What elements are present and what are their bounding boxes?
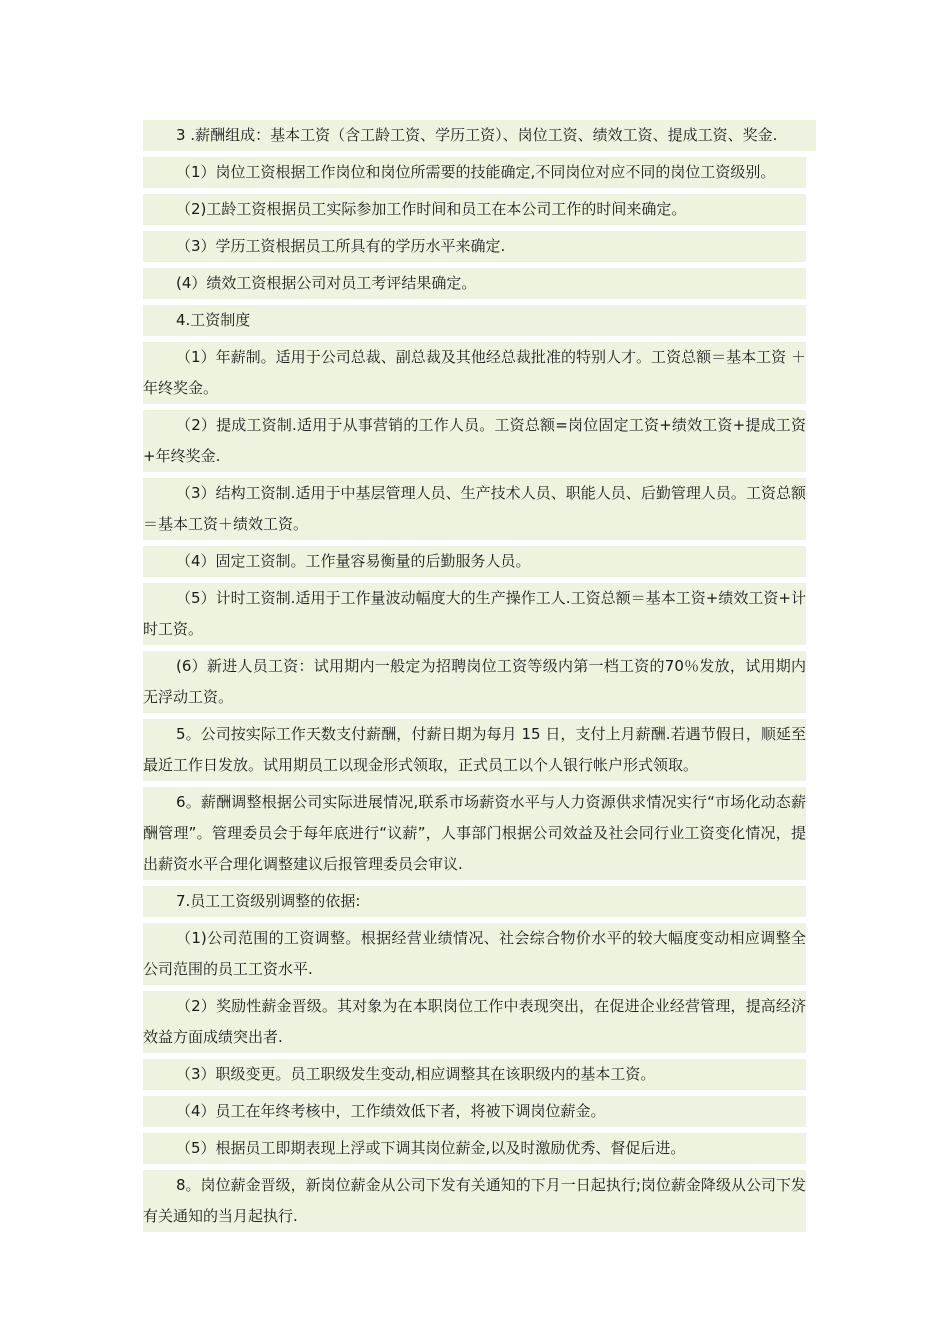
paragraph-fixed-salary: （4）固定工资制。工作量容易衡量的后勤服务人员。: [143, 546, 806, 577]
paragraph-position-salary: （1）岗位工资根据工作岗位和岗位所需要的技能确定,不同岗位对应不同的岗位工资级别。: [143, 157, 806, 188]
paragraph-performance-salary: (4）绩效工资根据公司对员工考评结果确定。: [143, 268, 806, 299]
paragraph-annual-salary: （1）年薪制。适用于公司总裁、副总裁及其他经总裁批准的特别人才。工资总额＝基本工资 ＋年终奖金。: [143, 342, 806, 404]
heading-grade-adjustment-basis: 7.员工工资级别调整的依据:: [143, 886, 806, 917]
paragraph-seniority-salary: （2)工龄工资根据员工实际参加工作时间和员工在本公司工作的时间来确定。: [143, 194, 806, 225]
paragraph-company-wide-adjustment: （1)公司范围的工资调整。根据经营业绩情况、社会综合物价水平的较大幅度变动相应调整全公司范围的员工工资水平.: [143, 923, 806, 985]
paragraph-payment-date: 5。公司按实际工作天数支付薪酬，付薪日期为每月 15 日，支付上月薪酬.若遇节假日，顺延至最近工作日发放。试用期员工以现金形式领取，正式员工以个人银行帐户形式领取。: [143, 719, 806, 781]
paragraph-commission-salary: （2）提成工资制.适用于从事营销的工作人员。工资总额=岗位固定工资+绩效工资+提成工资+年终奖金.: [143, 410, 806, 472]
paragraph-performance-adjust: （5）根据员工即期表现上浮或下调其岗位薪金,以及时激励优秀、督促后进。: [143, 1133, 806, 1164]
paragraph-structural-salary: （3）结构工资制.适用于中基层管理人员、生产技术人员、职能人员、后勤管理人员。工资总额＝基本工资＋绩效工资。: [143, 478, 806, 540]
paragraph-new-hire-salary: (6）新进人员工资：试用期内一般定为招聘岗位工资等级内第一档工资的70％发放，试用期内无浮动工资。: [143, 651, 806, 713]
paragraph-education-salary: （3）学历工资根据员工所具有的学历水平来确定.: [143, 231, 806, 262]
paragraph-promotion-effective-date: 8。岗位薪金晋级，新岗位薪金从公司下发有关通知的下月一日起执行;岗位薪金降级从公司下发有关通知的当月起执行.: [143, 1170, 806, 1232]
paragraph-hourly-salary: （5）计时工资制.适用于工作量波动幅度大的生产操作工人.工资总额＝基本工资+绩效工资+计时工资。: [143, 583, 806, 645]
heading-salary-system: 4.工资制度: [143, 305, 806, 336]
paragraph-salary-adjustment: 6。薪酬调整根据公司实际进展情况,联系市场薪资水平与人力资源供求情况实行“市场化动态薪酬管理”。管理委员会于每年底进行“议薪”，人事部门根据公司效益及社会同行业工资变化情况，提出薪资水平合理化调整建议后报管理委员会审议.: [143, 787, 806, 880]
paragraph-salary-composition: 3 .薪酬组成：基本工资（含工龄工资、学历工资）、岗位工资、绩效工资、提成工资、奖金.: [143, 120, 816, 151]
paragraph-annual-review: （4）员工在年终考核中，工作绩效低下者，将被下调岗位薪金。: [143, 1096, 806, 1127]
document-body: [143, 120, 806, 1238]
paragraph-grade-change: （3）职级变更。员工职级发生变动,相应调整其在该职级内的基本工资。: [143, 1059, 806, 1090]
paragraph-reward-promotion: （2）奖励性薪金晋级。其对象为在本职岗位工作中表现突出，在促进企业经营管理，提高经济效益方面成绩突出者.: [143, 991, 806, 1053]
